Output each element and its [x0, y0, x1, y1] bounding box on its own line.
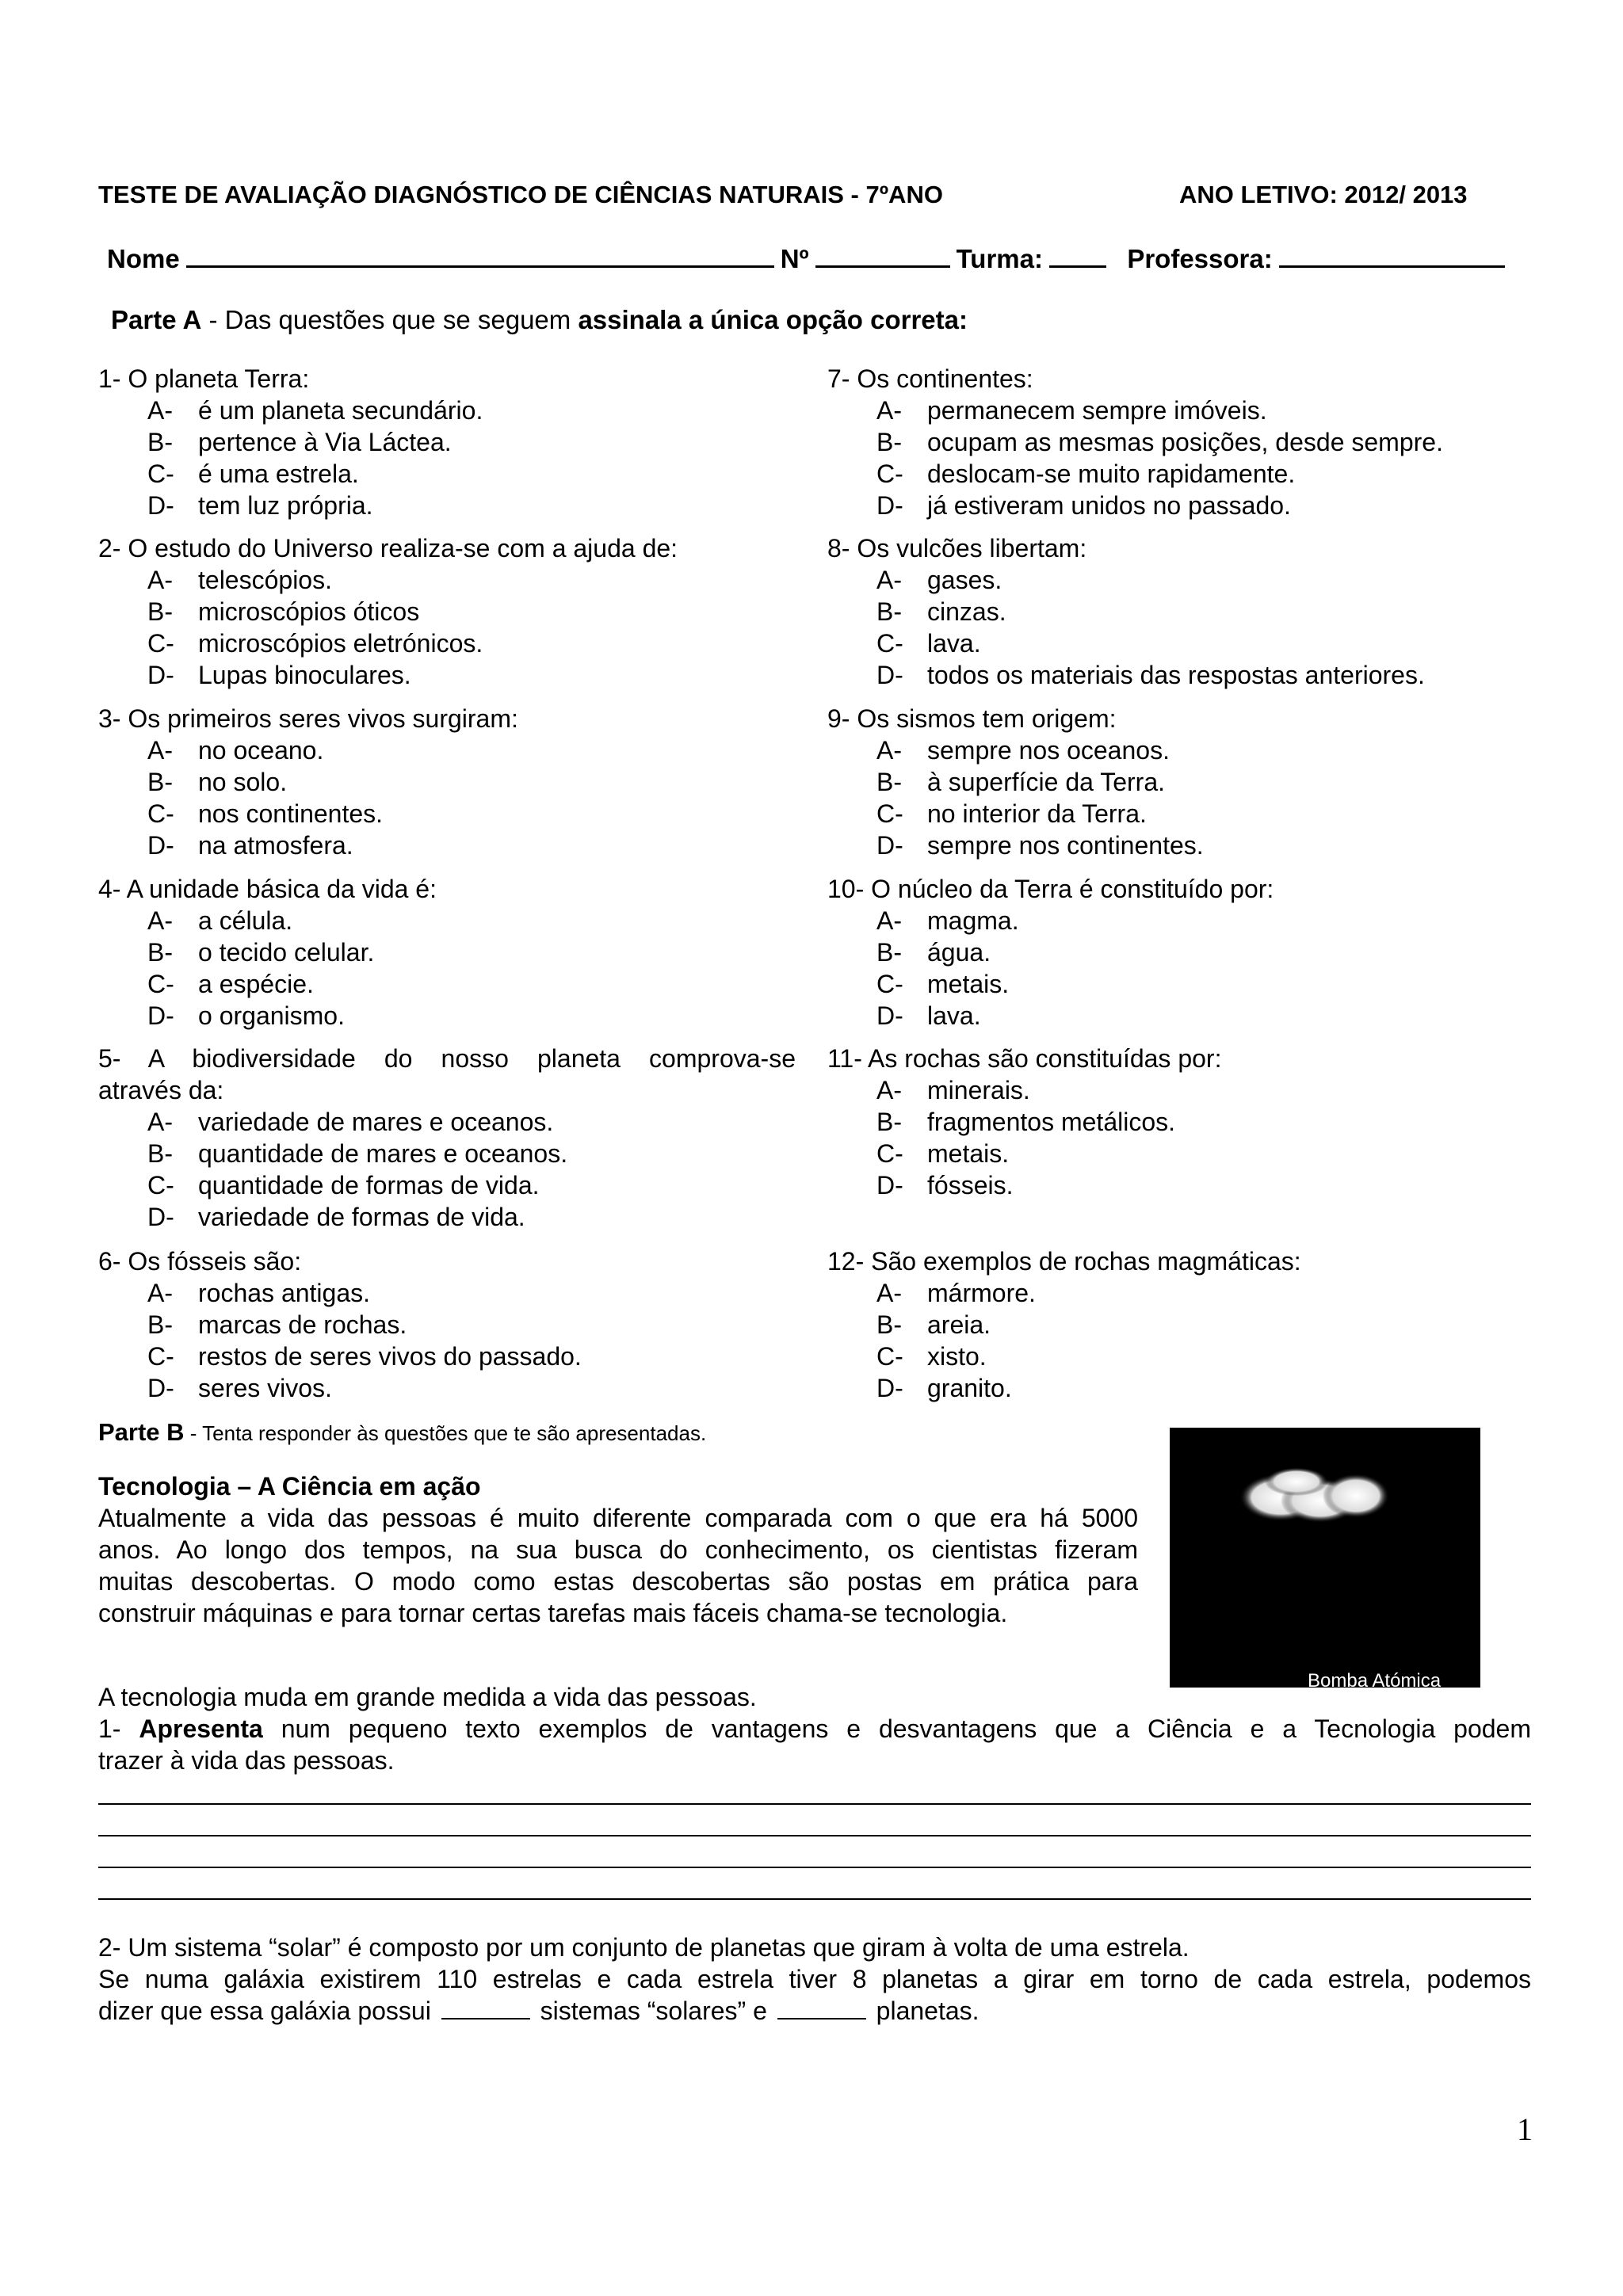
part-a-bold-text: assinala a única opção correta:	[578, 305, 968, 334]
teacher-label: Professora:	[1127, 244, 1273, 273]
image-caption: Bomba Atómica	[1308, 1670, 1442, 1691]
question-9	[827, 703, 1541, 861]
option-d[interactable]: D- o organismo.	[147, 1001, 345, 1030]
option-b[interactable]: B- ocupam as mesmas posições, desde sempre.	[876, 428, 1443, 456]
student-info-line	[107, 242, 1511, 274]
option-b[interactable]: B- pertence à Via Láctea.	[147, 428, 452, 456]
question-text: 11- As rochas são constituídas por:	[827, 1044, 1222, 1073]
option-d[interactable]: D- seres vivos.	[147, 1374, 332, 1402]
option-b[interactable]: B- quantidade de mares e oceanos.	[147, 1139, 568, 1168]
option-a[interactable]: A- minerais.	[876, 1076, 1030, 1104]
technology-paragraph	[98, 1502, 1138, 1629]
class-field[interactable]	[1049, 242, 1106, 268]
question-10	[827, 873, 1541, 1032]
option-d[interactable]: D- na atmosfera.	[147, 831, 353, 860]
option-c[interactable]: C- é uma estrela.	[147, 460, 359, 488]
option-c[interactable]: C- a espécie.	[147, 970, 314, 998]
question-text: 9- Os sismos tem origem:	[827, 704, 1117, 733]
question-2	[98, 532, 796, 691]
option-c[interactable]: C- restos de seres vivos do passado.	[147, 1342, 582, 1371]
question-4	[98, 873, 796, 1032]
question-text: 4- A unidade básica da vida é:	[98, 875, 437, 903]
name-field[interactable]	[186, 242, 774, 268]
answer-line-4[interactable]	[98, 1898, 1531, 1900]
answer-line-2[interactable]	[98, 1835, 1531, 1836]
part-a-label: Parte A	[111, 305, 202, 334]
option-a[interactable]: A- variedade de mares e oceanos.	[147, 1108, 554, 1136]
question-line: Se numa galáxia existirem 110 estrelas e cada estrela tiver 8 planetas a girar em torno de cada estrela, podemos	[98, 1965, 1531, 1993]
option-c[interactable]: C- quantidade de formas de vida.	[147, 1171, 540, 1199]
option-b[interactable]: B- no solo.	[147, 768, 288, 796]
question-5	[98, 1043, 796, 1233]
option-d[interactable]: D- sempre nos continentes.	[876, 831, 1204, 860]
answer-line-1[interactable]	[98, 1803, 1531, 1805]
option-d[interactable]: D- lava.	[876, 1001, 981, 1030]
question-text: 1- O planeta Terra:	[98, 364, 310, 393]
option-c[interactable]: C- metais.	[876, 970, 1010, 998]
question-11	[827, 1043, 1541, 1201]
test-title: TESTE DE AVALIAÇÃO DIAGNÓSTICO DE CIÊNCIAS NATURAIS - 7ºANO	[98, 181, 943, 208]
school-year: ANO LETIVO: 2012/ 2013	[1179, 181, 1468, 208]
option-c[interactable]: C- microscópios eletrónicos.	[147, 629, 483, 658]
option-a[interactable]: A- magma.	[876, 906, 1019, 935]
question-line: 2- Um sistema “solar” é composto por um conjunto de planetas que giram à volta de uma estrela.	[98, 1933, 1190, 1962]
technology-title: Tecnologia – A Ciência em ação	[98, 1472, 481, 1501]
question-line: trazer à vida das pessoas.	[98, 1746, 395, 1775]
option-b[interactable]: B- à superfície da Terra.	[876, 768, 1166, 796]
question-3	[98, 703, 796, 861]
part-b-instruction	[98, 1418, 706, 1447]
option-a[interactable]: A- permanecem sempre imóveis.	[876, 396, 1267, 425]
question-1	[98, 363, 796, 521]
option-d[interactable]: D- já estiveram unidos no passado.	[876, 491, 1291, 520]
part-a-instruction	[111, 305, 968, 335]
atomic-bomb-photo	[1170, 1428, 1480, 1688]
planets-answer-field[interactable]	[777, 1996, 866, 2019]
part-b-question-1	[98, 1713, 1531, 1776]
paragraph-line: anos. Ao longo dos tempos, na sua busca do conhecimento, os cientistas fizeram	[98, 1535, 1138, 1564]
number-field[interactable]	[815, 242, 950, 268]
mushroom-cloud-icon	[1170, 1428, 1480, 1688]
option-a[interactable]: A- telescópios.	[147, 566, 332, 594]
question-7	[827, 363, 1541, 521]
question-6	[98, 1245, 796, 1404]
question-text: 12- São exemplos de rochas magmáticas:	[827, 1247, 1301, 1276]
option-b[interactable]: B- o tecido celular.	[147, 938, 375, 967]
option-b[interactable]: B- microscópios óticos	[147, 597, 420, 626]
option-d[interactable]: D- Lupas binoculares.	[147, 661, 411, 689]
option-a[interactable]: A- sempre nos oceanos.	[876, 736, 1170, 765]
class-label: Turma:	[956, 244, 1043, 273]
question-text: 10- O núcleo da Terra é constituído por:	[827, 875, 1274, 903]
option-c[interactable]: C- lava.	[876, 629, 981, 658]
part-b-text: - Tenta responder às questões que te são apresentadas.	[184, 1421, 707, 1445]
option-b[interactable]: B- fragmentos metálicos.	[876, 1108, 1176, 1136]
option-c[interactable]: C- xisto.	[876, 1342, 987, 1371]
question-8	[827, 532, 1541, 691]
option-b[interactable]: B- cinzas.	[876, 597, 1006, 626]
option-c[interactable]: C- deslocam-se muito rapidamente.	[876, 460, 1296, 488]
option-d[interactable]: D- tem luz própria.	[147, 491, 373, 520]
option-a[interactable]: A- gases.	[876, 566, 1002, 594]
option-d[interactable]: D- fósseis.	[876, 1171, 1014, 1199]
answer-line-3[interactable]	[98, 1867, 1531, 1868]
part-b-question-2	[98, 1932, 1531, 2027]
option-c[interactable]: C- nos continentes.	[147, 799, 384, 828]
teacher-field[interactable]	[1279, 242, 1505, 268]
question-text-line-2: através da:	[98, 1076, 224, 1104]
option-b[interactable]: B- marcas de rochas.	[147, 1310, 407, 1339]
option-a[interactable]: A- no oceano.	[147, 736, 324, 765]
page-number: 1	[1517, 2111, 1533, 2147]
question-12	[827, 1245, 1541, 1404]
question-text: 7- Os continentes:	[827, 364, 1033, 393]
question-text: 2- O estudo do Universo realiza-se com a ajuda de:	[98, 534, 678, 563]
option-b[interactable]: B- água.	[876, 938, 991, 967]
question-text: 8- Os vulcões libertam:	[827, 534, 1087, 563]
technology-intro: A tecnologia muda em grande medida a vida das pessoas.	[98, 1683, 757, 1711]
option-c[interactable]: C- metais.	[876, 1139, 1010, 1168]
name-label: Nome	[107, 244, 180, 273]
paragraph-line: muitas descobertas. O modo como estas descobertas são postas em prática para	[98, 1567, 1138, 1596]
option-a[interactable]: A- mármore.	[876, 1279, 1036, 1307]
solar-systems-answer-field[interactable]	[441, 1996, 530, 2019]
paragraph-line: construir máquinas e para tornar certas tarefas mais fáceis chama-se tecnologia.	[98, 1599, 1008, 1627]
question-verb: Apresenta	[139, 1714, 263, 1743]
part-a-text: - Das questões que se seguem	[201, 305, 579, 334]
question-text: 6- Os fósseis são:	[98, 1247, 302, 1276]
option-a[interactable]: A- a célula.	[147, 906, 293, 935]
number-label: Nº	[780, 244, 809, 273]
option-d[interactable]: D- todos os materiais das respostas anteriores.	[876, 661, 1425, 689]
option-d[interactable]: D- granito.	[876, 1374, 1012, 1402]
question-line: 1- Apresenta num pequeno texto exemplos de vantagens e desvantagens que a Ciência e a Tecnologia podem	[98, 1714, 1532, 1743]
question-text: 3- Os primeiros seres vivos surgiram:	[98, 704, 518, 733]
option-c[interactable]: C- no interior da Terra.	[876, 799, 1147, 828]
part-b-label: Parte B	[98, 1418, 185, 1446]
question-line: dizer que essa galáxia possui sistemas “solares” e planetas.	[98, 1997, 980, 2025]
question-text-line-1: 5- A biodiversidade do nosso planeta comprova-se	[98, 1044, 796, 1073]
option-b[interactable]: B- areia.	[876, 1310, 991, 1339]
image-small-caption: Bomba atómica.	[1170, 1681, 1222, 1689]
paragraph-line: Atualmente a vida das pessoas é muito diferente comparada com o que era há 5000	[98, 1504, 1138, 1532]
option-a[interactable]: A- é um planeta secundário.	[147, 396, 483, 425]
option-a[interactable]: A- rochas antigas.	[147, 1279, 371, 1307]
option-d[interactable]: D- variedade de formas de vida.	[147, 1203, 525, 1231]
